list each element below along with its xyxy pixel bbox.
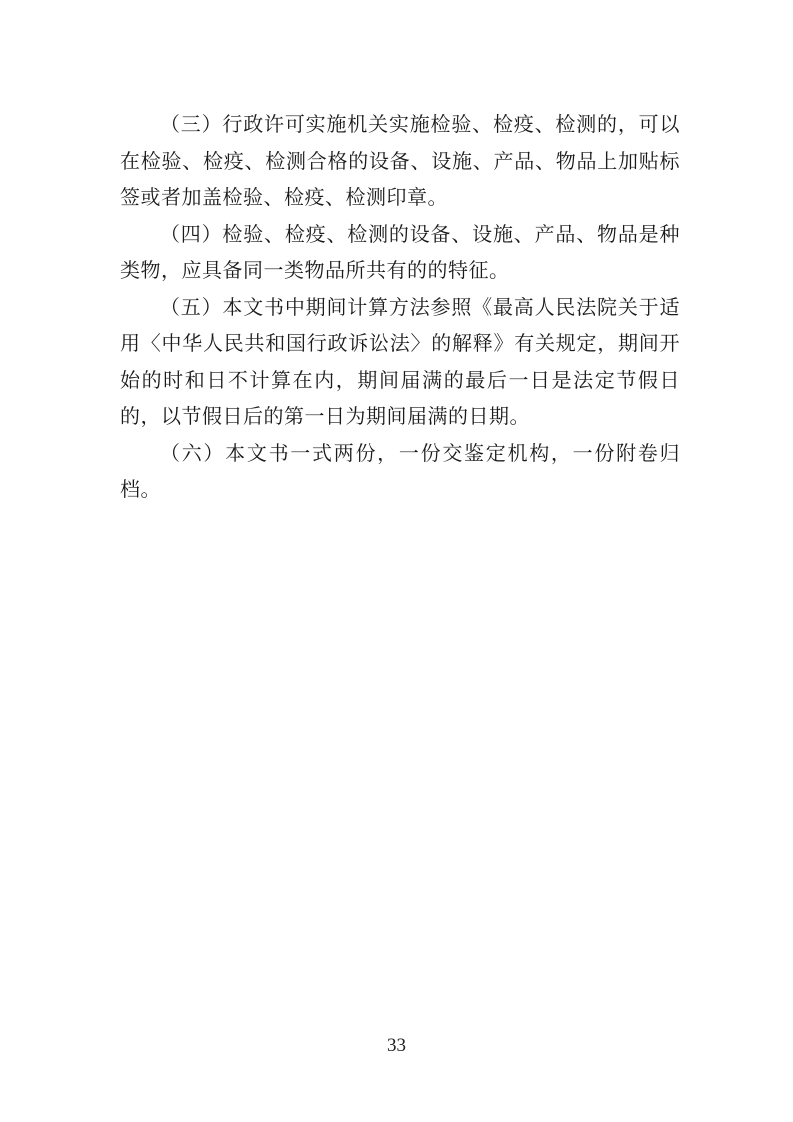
paragraph-6: （六）本文书一式两份，一份交鉴定机构，一份附卷归档。 (120, 440, 680, 501)
paragraph-5: （五）本文书中期间计算方法参照《最高人民法院关于适用〈中华人民共和国行政诉讼法〉的解释》有关规定，期间开始的时和日不计算在内，期间届满的最后一日是法定节假日的，以节假日后的第一日为期间届满的日期。 (120, 294, 680, 428)
page-number: 33 (387, 1035, 406, 1056)
paragraph-3: （三）行政许可实施机关实施检验、检疫、检测的，可以在检验、检疫、检测合格的设备、设施、产品、物品上加贴标签或者加盖检验、检疫、检测印章。 (120, 112, 680, 209)
paragraph-4: （四）检验、检疫、检测的设备、设施、产品、物品是种类物，应具备同一类物品所共有的的特征。 (120, 221, 680, 282)
body-text (120, 106, 680, 508)
